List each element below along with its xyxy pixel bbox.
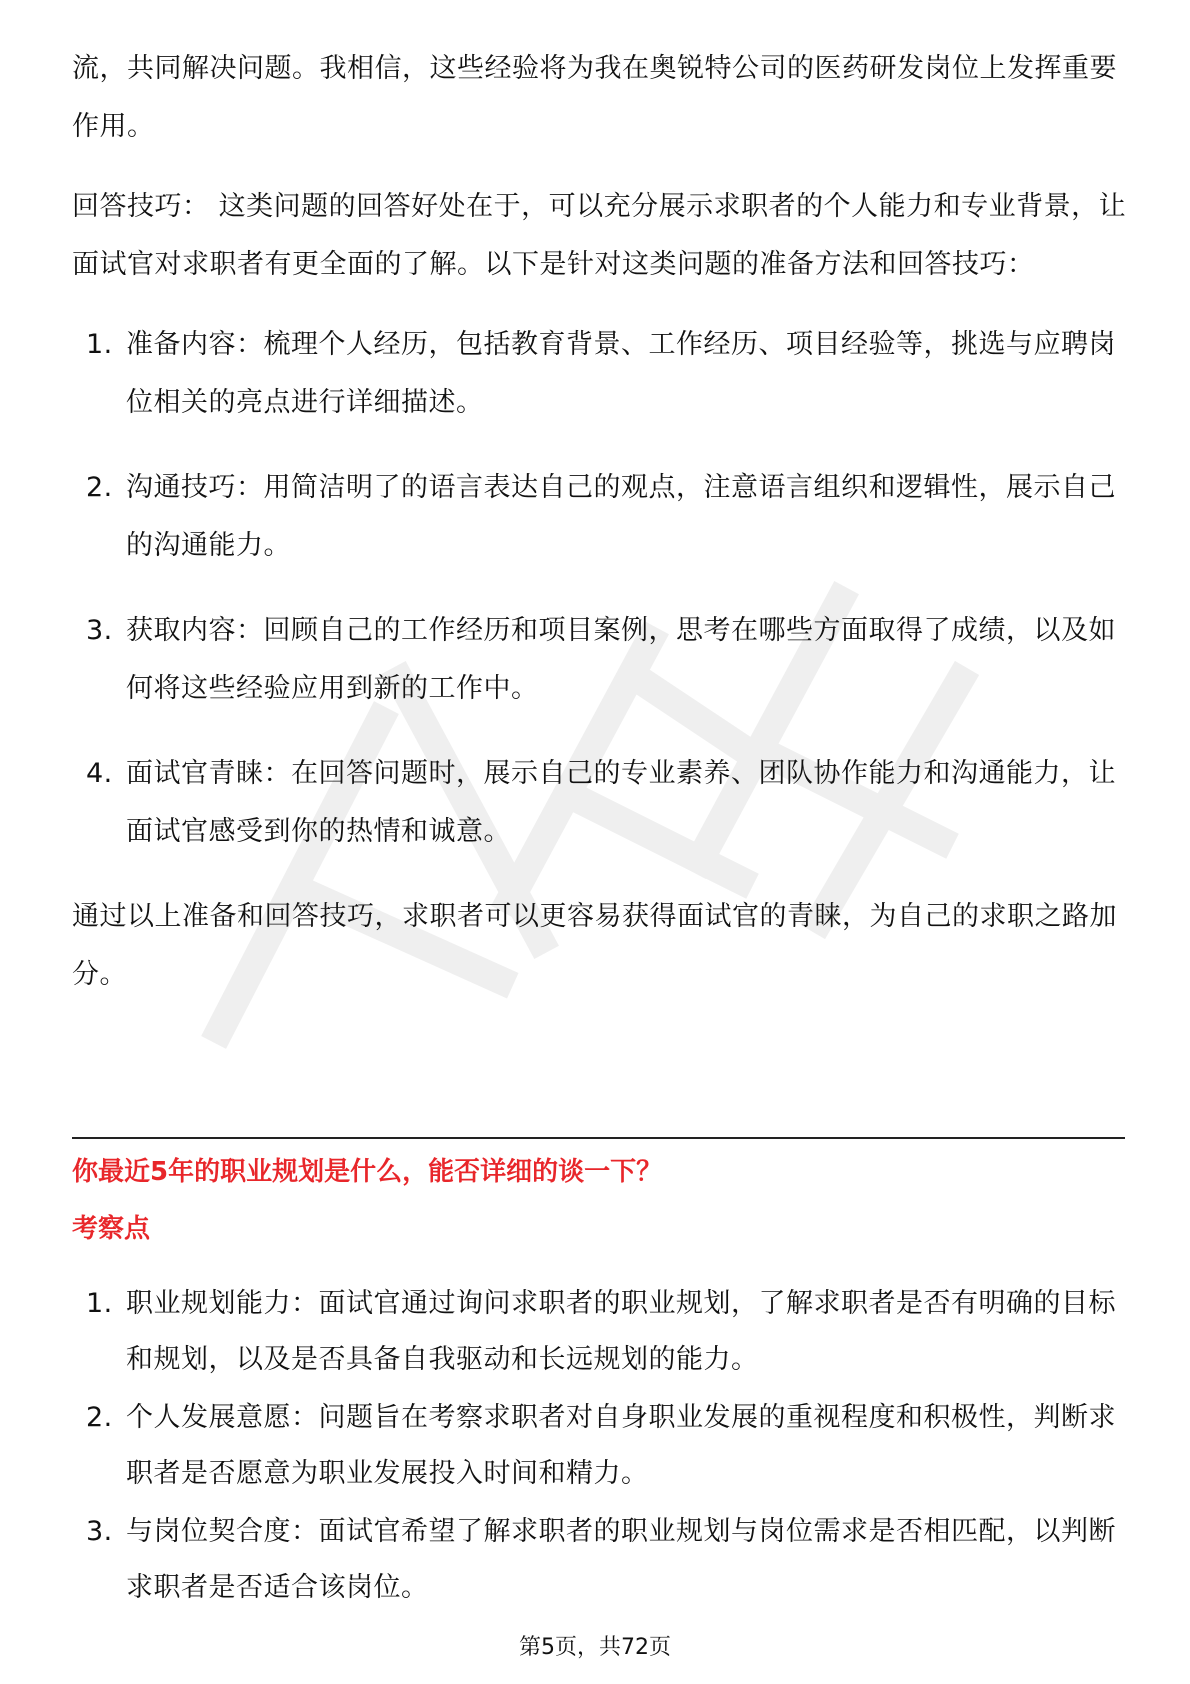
- assessment-section: [72, 1276, 1127, 1618]
- list-text: 面试官青睐：在回答问题时，展示自己的专业素养、团队协作能力和沟通能力，让面试官感受到你的热情和诚意。: [126, 758, 1116, 847]
- question-subtitle: 考察点: [72, 1214, 151, 1244]
- list-text: 个人发展意愿：问题旨在考察求职者对自身职业发展的重视程度和积极性，判断求职者是否愿意为职业发展投入时间和精力。: [126, 1402, 1116, 1489]
- tips-list: [72, 316, 1127, 861]
- list-text: 职业规划能力：面试官通过询问求职者的职业规划，了解求职者是否有明确的目标和规划，以及是否具备自我驱动和长远规划的能力。: [126, 1288, 1116, 1375]
- list-number: 2.: [86, 1402, 113, 1433]
- list-text: 与岗位契合度：面试官希望了解求职者的职业规划与岗位需求是否相匹配，以判断求职者是否适合该岗位。: [126, 1516, 1116, 1603]
- list-item: [72, 602, 1127, 718]
- list-number: 1.: [86, 1288, 113, 1319]
- list-item: [72, 316, 1127, 432]
- list-text: 获取内容：回顾自己的工作经历和项目案例，思考在哪些方面取得了成绩，以及如何将这些经验应用到新的工作中。: [126, 615, 1116, 704]
- summary-paragraph: 通过以上准备和回答技巧，求职者可以更容易获得面试官的青睐，为自己的求职之路加分。: [72, 901, 1117, 990]
- list-number: 1.: [86, 329, 113, 360]
- list-number: 4.: [86, 758, 113, 789]
- list-number: 3.: [86, 1516, 113, 1547]
- list-number: 2.: [86, 472, 113, 503]
- list-item: [72, 1276, 1127, 1388]
- list-text: 沟通技巧：用简洁明了的语言表达自己的观点，注意语言组织和逻辑性，展示自己的沟通能力。: [126, 472, 1116, 561]
- document-body: [72, 40, 1127, 1026]
- list-text: 准备内容：梳理个人经历，包括教育背景、工作经历、项目经验等，挑选与应聘岗位相关的亮点进行详细描述。: [126, 329, 1116, 418]
- section-divider: [72, 1137, 1125, 1139]
- list-item: [72, 1504, 1127, 1616]
- page-footer: 第5页，共72页: [519, 1635, 671, 1660]
- list-item: [72, 745, 1127, 861]
- tips-paragraph: 回答技巧： 这类问题的回答好处在于，可以充分展示求职者的个人能力和专业背景，让面试官对求职者有更全面的了解。以下是针对这类问题的准备方法和回答技巧：: [72, 191, 1127, 280]
- list-item: [72, 459, 1127, 575]
- list-number: 3.: [86, 615, 113, 646]
- list-item: [72, 1390, 1127, 1502]
- intro-paragraph: 流，共同解决问题。我相信，这些经验将为我在奥锐特公司的医药研发岗位上发挥重要作用。: [72, 53, 1117, 142]
- question-title: 你最近5年的职业规划是什么，能否详细的谈一下？: [72, 1157, 663, 1187]
- assessment-list: [72, 1276, 1127, 1616]
